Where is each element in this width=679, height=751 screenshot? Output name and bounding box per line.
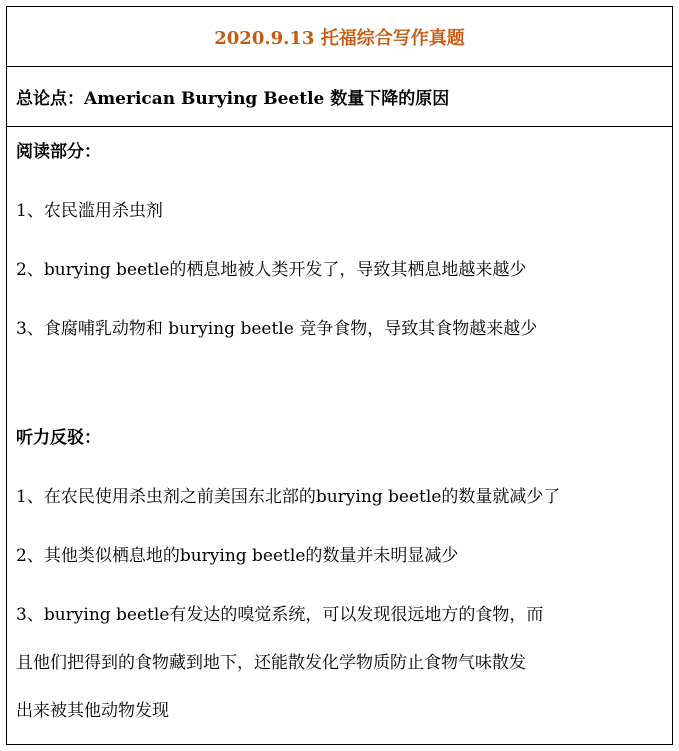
listening-point-3-line-1: 3、burying beetle有发达的嗅觉系统，可以发现很远地方的食物，而 bbox=[16, 605, 544, 625]
listening-heading: 听力反驳： bbox=[16, 428, 101, 448]
content-row bbox=[7, 127, 672, 744]
title-row bbox=[7, 7, 672, 67]
reading-point-3: 3、食腐哺乳动物和 burying beetle 竞争食物，导致其食物越来越少 bbox=[16, 319, 538, 339]
listening-point-1: 1、在农民使用杀虫剂之前美国东北部的burying beetle的数量就减少了 bbox=[16, 487, 561, 507]
reading-point-2: 2、burying beetle的栖息地被人类开发了，导致其栖息地越来越少 bbox=[16, 260, 527, 280]
reading-point-1: 1、农民滥用杀虫剂 bbox=[16, 201, 163, 221]
listening-point-3-line-3: 出来被其他动物发现 bbox=[16, 701, 169, 721]
listening-point-3-line-2: 且他们把得到的食物藏到地下，还能散发化学物质防止食物气味散发 bbox=[16, 653, 526, 673]
main-argument: 总论点：American Burying Beetle 数量下降的原因 bbox=[16, 89, 450, 109]
listening-point-2: 2、其他类似栖息地的burying beetle的数量并未明显减少 bbox=[16, 546, 459, 566]
document-title: 2020.9.13 托福综合写作真题 bbox=[214, 27, 465, 49]
summary-row bbox=[7, 67, 672, 127]
document-table bbox=[6, 6, 673, 745]
reading-heading: 阅读部分： bbox=[16, 142, 101, 162]
